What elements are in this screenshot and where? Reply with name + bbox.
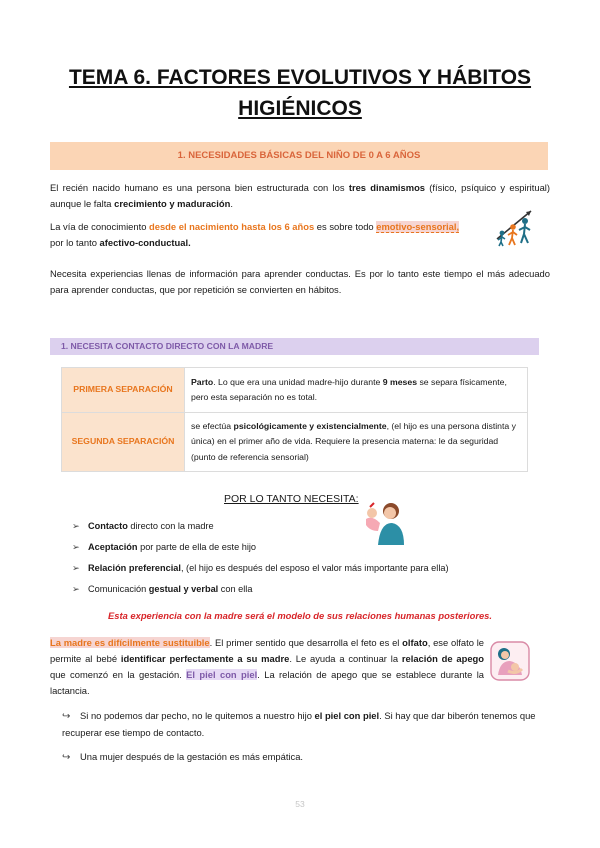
arrow-bullet-icon: ➢ [72,563,80,573]
bold-text: 9 meses [382,376,418,387]
arrow-bullet-icon: ➢ [72,584,80,594]
hook-arrow-icon: ↪ [62,752,71,763]
page-title [50,62,550,124]
bold-text: psicológicamente y existencialmente [233,420,387,431]
bold-text: crecimiento y maduración [114,198,231,209]
bold-text: identificar perfectamente a su madre [120,653,290,664]
text: (físico, psíquico y espiritual) aunque le falta [50,182,550,209]
highlight-purple: El piel con piel [186,669,258,680]
text: . Lo que era una unidad madre-hijo durante [213,376,383,387]
text: , (el hijo es después del esposo el valor más importante para ella) [180,563,449,573]
subsection-band: 1. NECESITA CONTACTO DIRECTO CON LA MADRE [50,338,539,355]
highlight-pink: La madre es difícilmente sustituible [50,637,210,648]
arrow-bullet-icon: ➢ [72,521,80,531]
red-statement: Esta experiencia con la madre será el modelo de sus relaciones humanas posteriores. [107,610,493,621]
text: Si no podemos dar pecho, no le quitemos a nuestro hijo [80,710,315,721]
text: que comenzó en la gestación. [50,669,187,680]
text: con ella [218,584,253,594]
paragraph-knowledge [50,219,490,251]
child-growth-icon [493,205,537,249]
paragraph-dynamisms [50,180,550,212]
bold-text: Relación preferencial [88,563,181,573]
paragraph-experiences: Necesita experiencias llenas de información para aprender conductas. Es por lo tanto este tiempo el más adecuado para aprender conductas, que por repetición se convierten en hábitos. [50,268,550,295]
paragraph-mother [50,635,484,699]
bold-text: olfato [402,637,428,648]
text: Comunicación [88,584,149,594]
bold-text: Aceptación [88,542,138,552]
sub-bullet-item [62,708,542,741]
text: , (el hijo es una persona distinta y única) en el primer año de vida. Requiere la presencia materna: le da seguridad (punto de referencia sensorial) [191,420,516,462]
bold-text: relación de apego [401,653,484,664]
text: . [230,198,233,209]
bullet-item [72,561,449,575]
hook-arrow-icon: ↪ [62,711,71,722]
breastfeeding-icon [490,641,530,681]
table-row [62,413,528,472]
title-line-1: TEMA 6. FACTORES EVOLUTIVOS Y HÁBITOS [68,66,532,89]
text: se efectúa [191,420,234,431]
row-text [185,413,528,472]
page-number: 53 [295,799,305,809]
bold-text: afectivo-conductual. [99,237,191,248]
text: . La relación de apego que se establece durante la lactancia. [50,669,484,696]
highlight-orange: desde el nacimiento hasta los 6 años [149,221,315,232]
text: El recién nacido humano es una persona bien estructurada con los [50,182,349,193]
highlight-pink: emotivo-sensorial, [376,221,460,232]
text: La vía de conocimiento [50,221,150,232]
text: por lo tanto [50,237,100,248]
bullet-item [72,582,252,596]
text: , ese olfato le permite al bebé [50,637,484,664]
bold-text: tres dinamismos [348,182,426,193]
bullet-item [72,540,256,554]
bold-text: gestual y verbal [148,584,219,594]
text: Una mujer después de la gestación es más empática. [80,751,304,762]
arrow-bullet-icon: ➢ [72,542,80,552]
text: . El primer sentido que desarrolla el feto es el [209,637,403,648]
section-banner: 1. NECESIDADES BÁSICAS DEL NIÑO DE 0 A 6 AÑOS [50,142,548,170]
text: se separa físicamente, pero esta separación no es total. [191,376,507,402]
mother-baby-icon [358,497,408,547]
text: por parte de ella de este hijo [137,542,257,552]
bold-text: Parto [191,376,214,387]
text: es sobre todo [314,221,377,232]
bullet-item [72,519,214,533]
text: . Le ayuda a continuar la [289,653,402,664]
bold-text: Contacto [88,521,128,531]
bold-text: el piel con piel [314,710,380,721]
row-label: SEGUNDA SEPARACIÓN [62,413,185,472]
table-row [62,368,528,413]
separation-table [61,367,528,472]
necesita-heading: POR LO TANTO NECESITA: [224,493,359,505]
row-label: PRIMERA SEPARACIÓN [62,368,185,413]
text: . Si hay que dar biberón tenemos que recuperar ese tiempo de contacto. [62,710,536,738]
row-text [185,368,528,413]
text: directo con la madre [127,521,214,531]
title-line-2: HIGIÉNICOS [238,97,362,120]
sub-bullet-item [62,749,542,766]
